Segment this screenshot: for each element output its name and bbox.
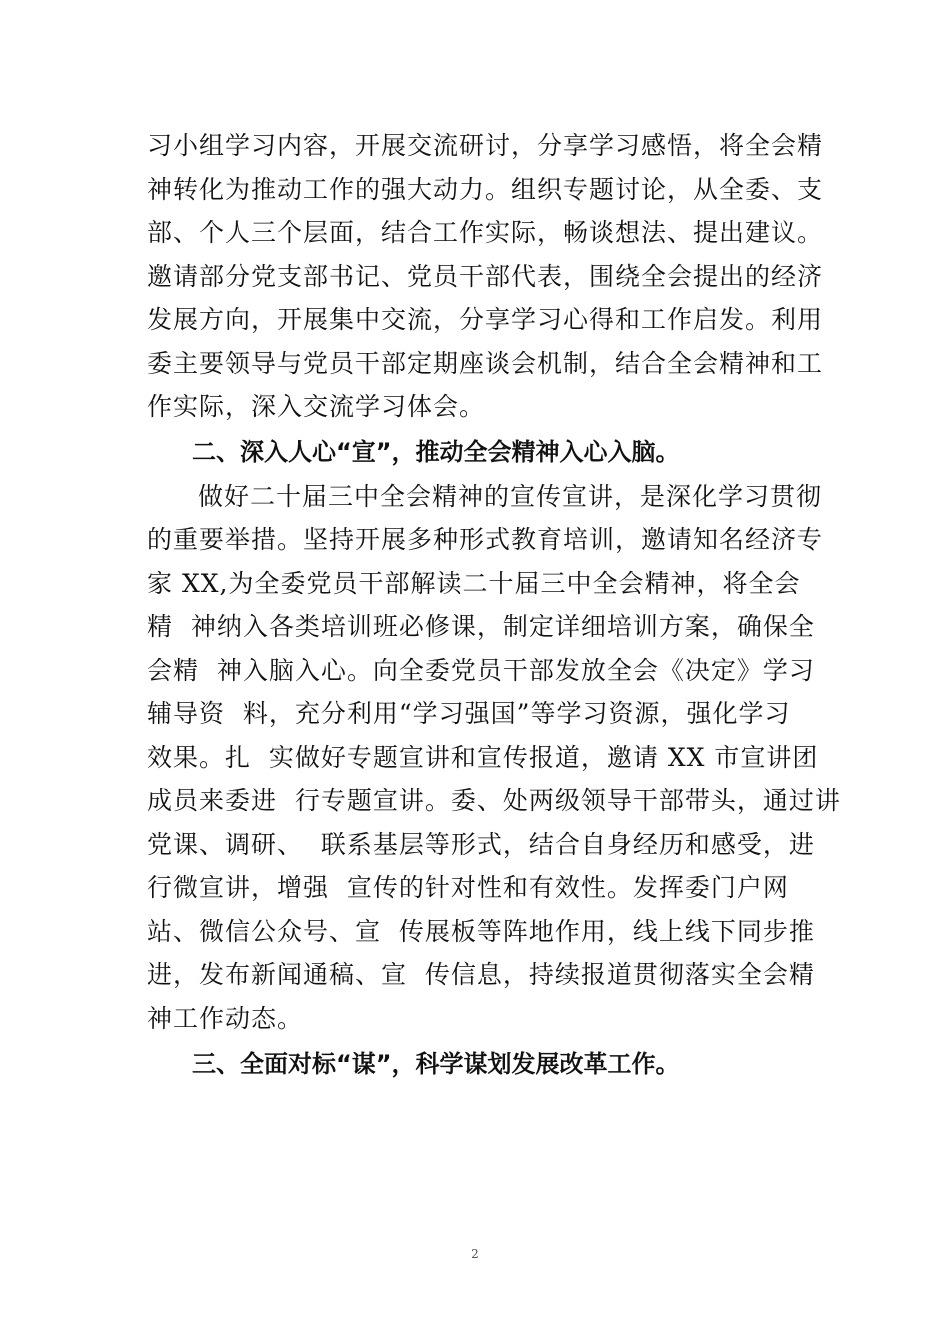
paragraph-1-line-6: 委主要领导与党员干部定期座谈会机制，结合全会精神和工 bbox=[147, 349, 824, 378]
paragraph-2-line-4: 精 神纳入各类培训班必修课，制定详细培训方案，确保全 bbox=[147, 612, 815, 641]
paragraph-1-line-2: 神转化为推动工作的强大动力。组织专题讨论，从全委、支 bbox=[147, 175, 824, 204]
paragraph-2-line-10: 行微宣讲，增强 宣传的针对性和有效性。发挥委门户网 bbox=[147, 873, 789, 902]
paragraph-2-line-11: 站、微信公众号、宣 传展板等阵地作用，线上线下同步推 bbox=[147, 917, 815, 946]
paragraph-2-line-3: 家 XX,为全委党员干部解读二十届三中全会精神，将全会 bbox=[147, 569, 801, 598]
paragraph-2-line-1: 做好二十届三中全会精神的宣传宣讲，是深化学习贯彻 bbox=[198, 482, 823, 511]
paragraph-1-line-5: 发展方向，开展集中交流，分享学习心得和工作启发。利用 bbox=[147, 305, 824, 334]
page-number: 2 bbox=[471, 1247, 479, 1261]
paragraph-2-line-2: 的重要举措。坚持开展多种形式教育培训，邀请知名经济专 bbox=[147, 525, 824, 554]
paragraph-2-line-12: 进，发布新闻通稿、宣 传信息，持续报道贯彻落实全会精 bbox=[147, 960, 815, 989]
paragraph-1-line-1: 习小组学习内容，开展交流研讨，分享学习感悟，将全会精 bbox=[147, 131, 824, 160]
paragraph-2-line-5: 会精 神入脑入心。向全委党员干部发放全会《决定》学习 bbox=[147, 656, 815, 685]
paragraph-2-line-8: 成员来委进 行专题宣讲。委、处两级领导干部带头，通过讲 bbox=[147, 786, 841, 815]
paragraph-2-line-6: 辅导资 料，充分利用“学习强国”等学习资源，强化学习 bbox=[147, 699, 791, 728]
paragraph-2-line-9: 党课、调研、 联系基层等形式，结合自身经历和感受，进 bbox=[147, 830, 815, 859]
paragraph-2-line-7: 效果。扎 实做好专题宣讲和宣传报道，邀请 XX 市宣讲团 bbox=[147, 743, 819, 772]
section-heading-3: 三、全面对标“谋”，科学谋划发展改革工作。 bbox=[192, 1050, 680, 1078]
paragraph-1-line-4: 邀请部分党支部书记、党员干部代表，围绕全会提出的经济 bbox=[147, 262, 824, 291]
paragraph-1-line-3: 部、个人三个层面，结合工作实际，畅谈想法、提出建议。 bbox=[147, 218, 824, 247]
paragraph-1-line-7: 作实际，深入交流学习体会。 bbox=[147, 392, 486, 421]
paragraph-2-line-13: 神工作动态。 bbox=[147, 1004, 304, 1033]
section-heading-2: 二、深入人心“宣”，推动全会精神入心入脑。 bbox=[192, 438, 680, 466]
